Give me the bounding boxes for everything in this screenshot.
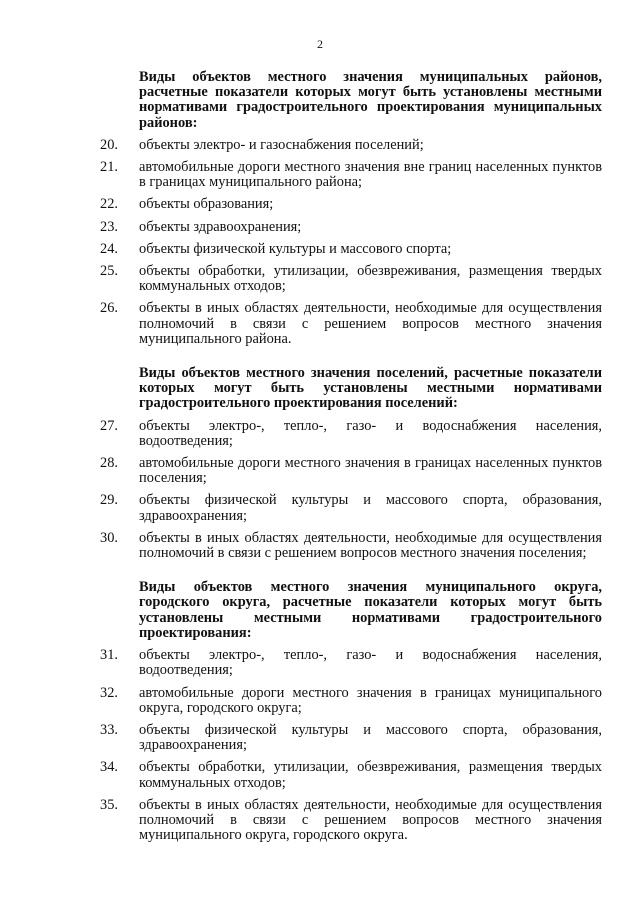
list-item <box>100 798 602 844</box>
item-text: объекты физической культуры и массового спорта; <box>139 240 452 257</box>
item-text: объекты образования; <box>139 196 274 213</box>
section-municipal-districts <box>100 70 602 347</box>
item-number: 26. <box>100 300 118 317</box>
item-number: 30. <box>100 529 118 546</box>
item-number: 31. <box>100 647 118 664</box>
list-item <box>100 264 602 294</box>
section-heading: Виды объектов местного значения поселений, расчетные показатели которых могут быть установлены местными нормативами градостроительного проектирования поселений: <box>139 365 602 412</box>
item-number: 22. <box>100 196 118 213</box>
item-text: объекты обработки, утилизации, обезвреживания, размещения твердых коммунальных отходов; <box>139 263 602 295</box>
item-text: объекты в иных областях деятельности, необходимые для осуществления полномочий в связи с решением вопросов местного значения поселения; <box>139 529 602 562</box>
item-number: 34. <box>100 759 118 776</box>
item-number: 25. <box>100 263 118 280</box>
item-number: 33. <box>100 721 118 738</box>
item-text: автомобильные дороги местного значения в границах муниципального округа, городского округа; <box>139 684 602 716</box>
list-item <box>100 686 602 716</box>
list-item <box>100 760 602 790</box>
list-item <box>100 220 602 235</box>
item-text: объекты в иных областях деятельности, необходимые для осуществления полномочий в связи с решением вопросов местного значения муниципального округа, городского округа. <box>139 796 602 844</box>
list-item <box>100 301 602 347</box>
item-text: объекты физической культуры и массового спорта, образования, здравоохранения; <box>139 721 602 754</box>
item-number: 28. <box>100 455 118 472</box>
item-number: 27. <box>100 417 118 434</box>
list-item <box>100 197 602 212</box>
document-body <box>100 70 602 843</box>
list-item <box>100 138 602 153</box>
section-heading: Виды объектов местного значения муниципальных районов, расчетные показатели которых могут быть установлены местными нормативами градостроительного проектирования муниципальных районов: <box>139 69 602 131</box>
item-number: 29. <box>100 492 118 509</box>
list-item <box>100 419 602 449</box>
item-text: объекты электро-, тепло-, газо- и водоснабжения населения, водоотведения; <box>139 647 602 679</box>
item-number: 21. <box>100 159 118 176</box>
list-item <box>100 242 602 257</box>
item-text: автомобильные дороги местного значения вне границ населенных пунктов в границах муниципального района; <box>139 159 602 191</box>
item-number: 20. <box>100 136 118 153</box>
list-item <box>100 531 602 561</box>
section-municipal-city-districts <box>100 580 602 843</box>
item-number: 23. <box>100 218 118 235</box>
item-number: 32. <box>100 684 118 701</box>
item-number: 35. <box>100 796 118 813</box>
section-settlements <box>100 366 602 561</box>
section-heading: Виды объектов местного значения муниципального округа, городского округа, расчетные показатели которых могут быть установлены местными нормативами градостроительного проектирования: <box>139 579 602 641</box>
list-item <box>100 723 602 753</box>
item-text: автомобильные дороги местного значения в границах населенных пунктов поселения; <box>139 455 602 487</box>
item-text: объекты в иных областях деятельности, необходимые для осуществления полномочий в связи с решением вопросов местного значения муниципального района. <box>139 300 602 347</box>
item-text: объекты здравоохранения; <box>139 218 302 235</box>
list-item <box>100 493 602 523</box>
list-item <box>100 456 602 486</box>
list-item <box>100 160 602 190</box>
item-text: объекты электро- и газоснабжения поселений; <box>139 136 424 153</box>
item-number: 24. <box>100 240 118 257</box>
item-text: объекты обработки, утилизации, обезвреживания, размещения твердых коммунальных отходов; <box>139 759 602 791</box>
item-text: объекты физической культуры и массового спорта, образования, здравоохранения; <box>139 492 602 524</box>
list-item <box>100 648 602 678</box>
item-text: объекты электро-, тепло-, газо- и водоснабжения населения, водоотведения; <box>139 417 602 449</box>
page-number: 2 <box>317 37 323 51</box>
